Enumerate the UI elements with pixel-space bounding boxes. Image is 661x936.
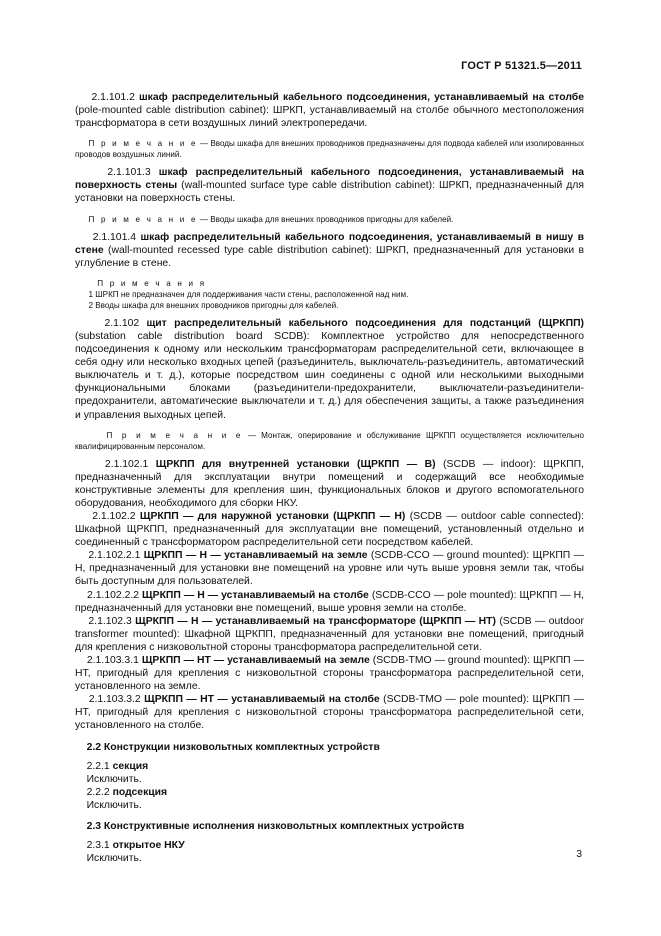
clause-number: 2.1.103.3.1 — [86, 655, 139, 666]
clause-number: 2.1.102.2.2 — [87, 589, 140, 601]
clause-term: шкаф распределительный кабельного подсоединения, устанавливаемый в нишу в стене — [75, 231, 584, 256]
clause-2-1-102-2-1 — [75, 549, 584, 588]
clause-number: 2.1.101.3 — [107, 167, 151, 179]
clause-number: 2.1.102.3 — [88, 615, 132, 627]
note-text: — Монтаж, оперирование и обслуживание ЩРКПП осуществляется исключительно квалифицированным персоналом. — [75, 430, 584, 451]
clause-term: ЩРКПП — Н — устанавливаемый на трансформаторе (ЩРКПП — НТ) — [135, 615, 496, 627]
clause-2-1-101-3 — [75, 166, 584, 205]
clause-definition: (SCDB-TMO — ground mounted): ЩРКПП — НТ, пригодный для крепления с низковольтной стороны трансформатора распределительной сети, установленного на земле. — [75, 655, 584, 693]
clause-2-1-101-4 — [75, 231, 584, 270]
clause-2-2-1 — [75, 760, 584, 773]
note-label: П р и м е ч а н и е — [106, 430, 243, 440]
clause-term: открытое НКУ — [112, 840, 185, 852]
document-body — [75, 91, 584, 865]
clause-definition: (wall-mounted surface type cable distribution cabinet): ШРКП, предназначенный для установки на поверхность стены. — [75, 180, 584, 205]
clause-2-3-1 — [75, 839, 584, 852]
clause-definition: (SCDB — outdoor cable connected): Шкафной ЩРКПП, предназначенный для эксплуатации вне помещений, установленный отдельно и соединенный с трансформатором распределительной сети посредством кабелей. — [75, 510, 584, 549]
clause-2-1-101-2 — [75, 91, 584, 130]
clause-number: 2.1.102.1 — [104, 458, 149, 470]
clause-term: секция — [112, 760, 149, 772]
clause-2-1-103-3-1 — [75, 654, 584, 693]
clause-number: 2.1.101.2 — [91, 92, 135, 103]
note-text: — Вводы шкафа для внешних проводников предназначены для подвода кабелей или изолированных проводов воздушных линий. — [75, 139, 585, 160]
note-label: П р и м е ч а н и е — [88, 139, 198, 149]
clause-term: ЩРКПП — Н — устанавливаемый на земле — [143, 550, 368, 562]
clause-2-3-1-text: Исключить. — [86, 853, 142, 865]
clause-2-1-103-3-2 — [75, 693, 584, 732]
clause-definition: (SCDB — outdoor transformer mounted): Шкафной ЩРКПП, предназначенный для установки вне помещений, пригодный для крепления с низковольтной стороны трансформатора распределительной сети. — [75, 615, 584, 653]
clause-number: 2.1.102 — [104, 317, 140, 329]
note-2 — [75, 214, 584, 225]
clause-2-2-2-text: Исключить. — [86, 799, 142, 811]
clause-term: шкаф распределительный кабельного подсоединения, устанавливаемый на столбе — [139, 92, 584, 103]
clause-term: ЩРКПП — НТ — устанавливаемый на столбе — [144, 694, 380, 706]
clause-number: 2.1.102.2 — [92, 510, 136, 522]
section-2-3-heading: 2.3 Конструктивные исполнения низковольтных комплектных устройств — [86, 821, 465, 833]
clause-number: 2.1.103.3.2 — [88, 694, 141, 706]
clause-term: ЩРКПП — для наружной установки (ЩРКПП — Н) — [139, 510, 406, 522]
clause-term: ЩРКПП — НТ — устанавливаемый на земле — [141, 655, 370, 666]
clause-2-1-102-3 — [75, 615, 584, 654]
clause-2-1-102-1 — [75, 458, 584, 510]
clause-definition: (SCDB — indoor): ЩРКПП, предназначенный для эксплуатации внутри помещений и содержащий все необходимые конструктивные элементы для крепления шин, функциональных блоков и другого вспомогательного оборудования, необходимого для сборки НКУ. — [75, 458, 584, 509]
clause-number: 2.3.1 — [86, 840, 110, 852]
clause-term: щит распределительный кабельного подсоединения для подстанций (ЩРКПП) — [146, 317, 584, 329]
note-item-2: 2 Вводы шкафа для внешних проводников пригодны для кабелей. — [88, 300, 339, 310]
notes-heading: П р и м е ч а н и я — [97, 278, 207, 288]
clause-term: шкаф распределительный кабельного подсоединения, устанавливаемый на поверхность стены — [75, 167, 584, 192]
standard-code-header: ГОСТ Р 51321.5—2011 — [461, 60, 582, 72]
clause-2-1-102-2 — [75, 510, 584, 549]
clause-term: ЩРКПП — Н — устанавливаемый на столбе — [142, 589, 369, 601]
clause-definition: (SCDB-CCO — ground mounted): ЩРКПП — Н, предназначенный для установки вне помещений на уровне или чуть выше уровня земли так, чтобы быть доступным для пользователей. — [75, 550, 584, 588]
clause-number: 2.2.2 — [86, 786, 110, 798]
clause-number: 2.2.1 — [86, 760, 110, 772]
clause-2-1-102 — [75, 317, 584, 422]
clause-term: ЩРКПП для внутренней установки (ЩРКПП — В) — [155, 458, 436, 470]
clause-2-2-2 — [75, 786, 584, 799]
clause-definition: (SCDB-TMO — pole mounted): ЩРКПП — НТ, пригодный для крепления с низковольтной стороны трансформатора распределительной сети, установленного на столбе. — [75, 694, 584, 732]
clause-number: 2.1.102.2.1 — [88, 550, 141, 562]
page-number: 3 — [576, 849, 582, 860]
section-2-2-heading: 2.2 Конструкции низковольтных комплектных устройств — [86, 741, 380, 753]
clause-term: подсекция — [112, 786, 168, 798]
note-label: П р и м е ч а н и е — [88, 214, 198, 224]
clause-2-1-102-2-2 — [75, 589, 584, 615]
clause-2-2-1-text: Исключить. — [86, 773, 142, 785]
clause-number: 2.1.101.4 — [92, 231, 137, 243]
note-4 — [75, 430, 584, 452]
clause-definition: (SCDB-CCO — pole mounted): ЩРКПП — Н, предназначенный для установки вне помещений, выше уровня земли на столбе. — [75, 589, 584, 614]
clause-definition: (wall-mounted recessed type cable distribution cabinet): ШРКП, предназначенный для установки в углубление в стене. — [75, 244, 585, 269]
note-text: — Вводы шкафа для внешних проводников пригодны для кабелей. — [199, 214, 454, 224]
clause-definition: (substation cable distribution board SCDB): Комплектное устройство для непосредственного подсоединения к одному или нескольким трансформаторам распределительной сети, включающее в себя одну или несколько входных цепей (разъединитель, выключатель-разъединитель, автоматический выключатель и т. д.), которые посредством шин соединены с одной или несколькими выходными функциональными блоками (разъединители-предохранители, выключатели-разъединители-предохранители, автоматические выключатели и т. д.) для обеспечения защиты, а также разъединения и управления выходных цепей. — [75, 330, 584, 421]
note-1 — [75, 138, 584, 160]
clause-definition: (pole-mounted cable distribution cabinet): ШРКП, устанавливаемый на столбе обычного местоположения трансформатора в сети воздушных линий электропередачи. — [75, 105, 584, 130]
note-item-1: 1 ШРКП не предназначен для поддерживания части стены, расположенной над ним. — [88, 289, 409, 299]
